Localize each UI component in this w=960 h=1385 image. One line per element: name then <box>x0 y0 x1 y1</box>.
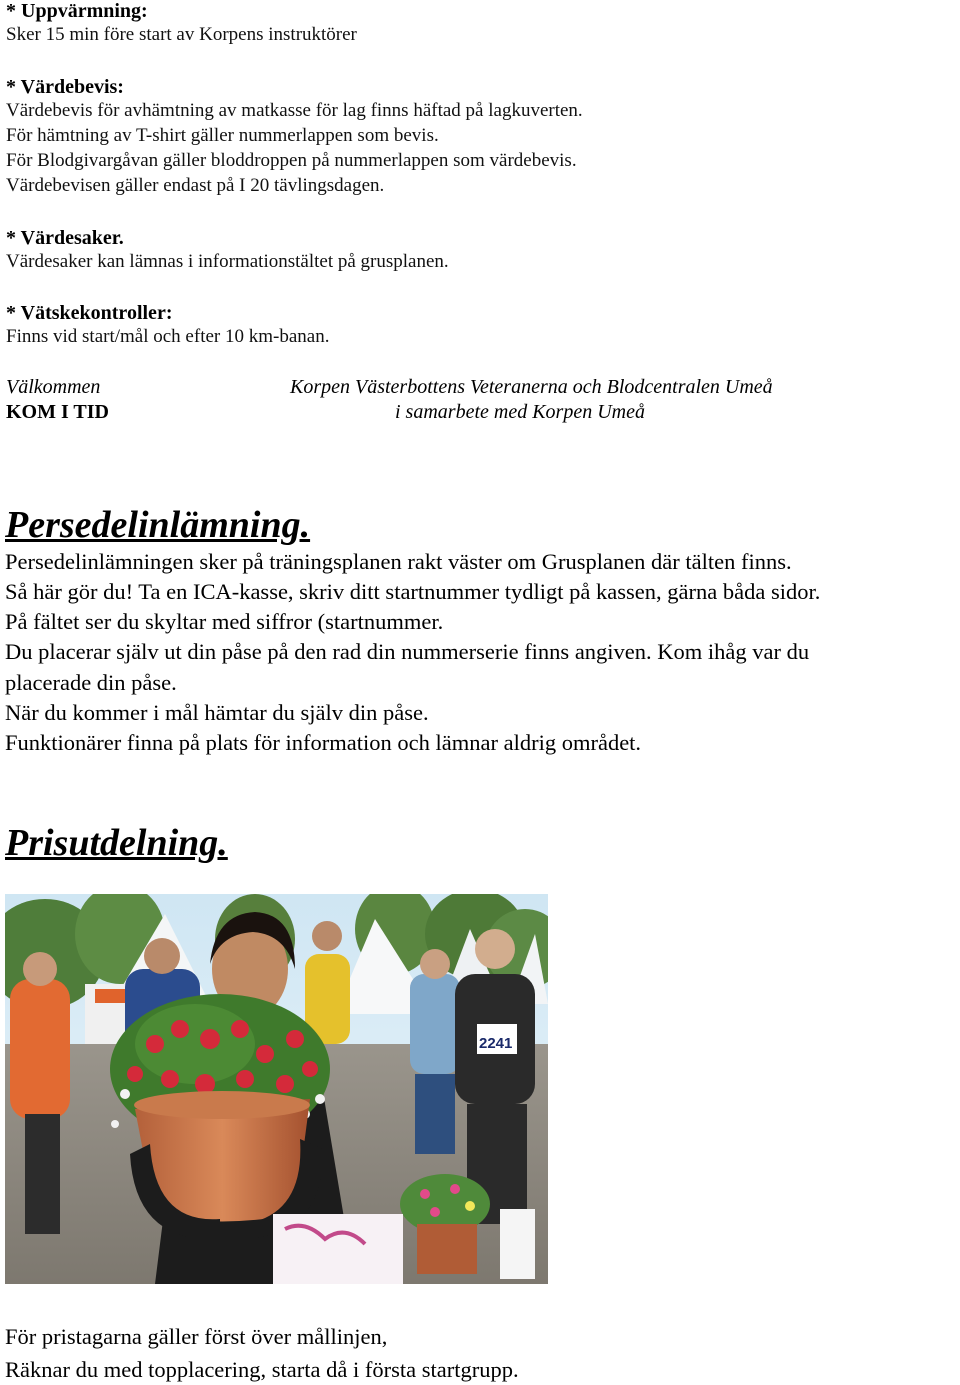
persedel-line: placerade din påse. <box>5 670 177 695</box>
persedel-line: Du placerar själv ut din påse på den rad din nummerserie finns angiven. Kom ihåg var du <box>5 639 810 664</box>
uppvarmning-heading: * Uppvärmning: <box>6 0 148 22</box>
pris-title: Prisutdelning. <box>5 822 228 864</box>
persedel-line: På fältet ser du skyltar med siffror (startnummer. <box>5 609 444 634</box>
vardebevis-line: För Blodgivargåvan gäller bloddroppen på nummerlappen som värdebevis. <box>6 150 577 171</box>
pris-line: För pristagarna gäller först över mållinjen, <box>5 1324 388 1349</box>
pris-line: Räknar du med topplacering, starta då i första startgrupp. <box>5 1357 519 1382</box>
uppvarmning-line: Sker 15 min före start av Korpens instruktörer <box>6 24 357 45</box>
persedel-line: Så här gör du! Ta en ICA-kasse, skriv ditt startnummer tydligt på kassen, gärna båda sidor. <box>5 579 821 604</box>
persedel-title: Persedelinlämning. <box>5 504 311 546</box>
award-ceremony-photo <box>5 894 548 1284</box>
organizer-line-2: i samarbete med Korpen Umeå <box>395 401 645 423</box>
photo-illustration <box>5 894 548 1284</box>
runner-bib-number: 2241 <box>479 1035 513 1052</box>
vardebevis-line: För hämtning av T-shirt gäller nummerlappen som bevis. <box>6 125 439 146</box>
vardebevis-heading: * Värdebevis: <box>6 76 124 98</box>
persedel-line: Persedelinlämningen sker på träningsplanen rakt väster om Grusplanen där tälten finns. <box>5 549 792 574</box>
persedel-line: När du kommer i mål hämtar du själv din påse. <box>5 700 429 725</box>
persedel-line: Funktionärer finna på plats för information och lämnar aldrig området. <box>5 730 642 755</box>
organizer-line-1: Korpen Västerbottens Veteranerna och Blodcentralen Umeå <box>290 376 773 398</box>
vardesaker-line: Värdesaker kan lämnas i informationstältet på grusplanen. <box>6 251 449 272</box>
welcome-text: Välkommen <box>6 376 101 398</box>
vatskekontroller-heading: * Vätskekontroller: <box>6 302 173 324</box>
vatskekontroller-line: Finns vid start/mål och efter 10 km-banan. <box>6 326 330 347</box>
vardebevis-line: Värdebevisen gäller endast på I 20 tävlingsdagen. <box>6 175 385 196</box>
kom-i-tid-text: KOM I TID <box>6 401 109 423</box>
vardesaker-heading: * Värdesaker. <box>6 227 124 249</box>
vardebevis-line: Värdebevis för avhämtning av matkasse för lag finns häftad på lagkuverten. <box>6 100 583 121</box>
